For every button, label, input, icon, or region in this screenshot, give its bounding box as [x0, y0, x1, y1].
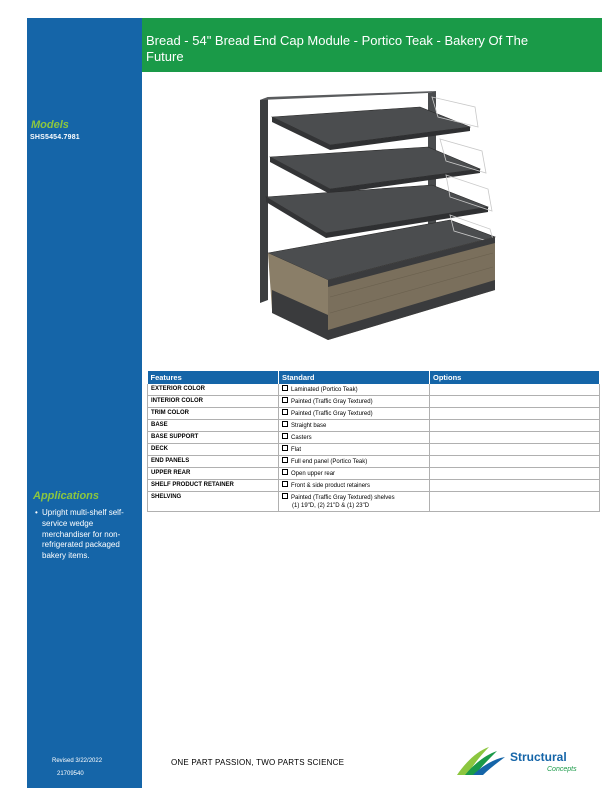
- footer-tagline: ONE PART PASSION, TWO PARTS SCIENCE: [171, 758, 345, 767]
- logo-wordmark: Structural: [510, 750, 567, 764]
- checkbox-icon: [282, 385, 288, 391]
- feature-cell: INTERIOR COLOR: [148, 396, 279, 408]
- applications-heading: Applications: [33, 490, 100, 502]
- option-cell: [430, 432, 600, 444]
- table-row: [148, 420, 600, 432]
- standard-cell: [279, 492, 430, 512]
- standard-text: Casters: [291, 435, 312, 441]
- column-header-features: Features: [148, 371, 279, 384]
- column-header-options: Options: [430, 371, 600, 384]
- standard-cell: [279, 444, 430, 456]
- option-cell: [430, 456, 600, 468]
- table-row: [148, 396, 600, 408]
- feature-cell: DECK: [148, 444, 279, 456]
- checkbox-icon: [282, 421, 288, 427]
- option-cell: [430, 492, 600, 512]
- feature-cell: UPPER REAR: [148, 468, 279, 480]
- product-image: [250, 85, 510, 355]
- checkbox-icon: [282, 409, 288, 415]
- table-row: [148, 444, 600, 456]
- option-cell: [430, 384, 600, 396]
- checkbox-icon: [282, 469, 288, 475]
- checkbox-icon: [282, 481, 288, 487]
- table-row: [148, 456, 600, 468]
- revised-date: Revised 3/22/2022: [52, 758, 103, 764]
- document-number: 21709540: [57, 771, 84, 777]
- applications-text: [35, 508, 139, 562]
- standard-cell: [279, 420, 430, 432]
- standard-cell: [279, 456, 430, 468]
- standard-text: Painted (Traffic Gray Textured): [291, 411, 373, 417]
- standard-text: Painted (Traffic Gray Textured): [291, 399, 373, 405]
- checkbox-icon: [282, 433, 288, 439]
- feature-cell: TRIM COLOR: [148, 408, 279, 420]
- table-row: [148, 408, 600, 420]
- table-row: [148, 492, 600, 512]
- option-cell: [430, 444, 600, 456]
- standard-text: Open upper rear: [291, 471, 336, 477]
- option-cell: [430, 396, 600, 408]
- column-header-standard: Standard: [279, 371, 430, 384]
- feature-cell: END PANELS: [148, 456, 279, 468]
- table-row: [148, 480, 600, 492]
- option-cell: [430, 408, 600, 420]
- standard-cell: [279, 468, 430, 480]
- standard-text: Full end panel (Portico Teak): [291, 459, 368, 465]
- feature-cell: BASE: [148, 420, 279, 432]
- table-header-row: [148, 371, 600, 384]
- checkbox-icon: [282, 445, 288, 451]
- table-row: [148, 468, 600, 480]
- standard-text: Front & side product retainers: [291, 483, 371, 489]
- standard-text: Flat: [291, 447, 302, 453]
- standard-text-line2: (1) 19"D, (2) 21"D & (1) 23"D: [292, 503, 370, 509]
- option-cell: [430, 480, 600, 492]
- models-heading: Models: [31, 119, 69, 131]
- features-table: [147, 371, 600, 512]
- model-number: SHS5454.7981: [30, 134, 80, 141]
- page-title: Bread - 54" Bread End Cap Module - Portico Teak - Bakery Of The Future: [146, 33, 529, 64]
- feature-cell: SHELF PRODUCT RETAINER: [148, 480, 279, 492]
- standard-cell: [279, 396, 430, 408]
- checkbox-icon: [282, 493, 288, 499]
- bullet-icon: •: [35, 508, 38, 517]
- standard-text: Laminated (Portico Teak): [291, 387, 358, 393]
- feature-cell: BASE SUPPORT: [148, 432, 279, 444]
- standard-cell: [279, 432, 430, 444]
- standard-text: Straight base: [291, 423, 327, 429]
- applications-description: Upright multi-shelf self-service wedge merchandiser for non-refrigerated packaged bakery items.: [42, 508, 124, 561]
- standard-cell: [279, 480, 430, 492]
- table-row: [148, 384, 600, 396]
- standard-cell: [279, 408, 430, 420]
- standard-text: Painted (Traffic Gray Textured) shelves: [291, 495, 395, 501]
- checkbox-icon: [282, 457, 288, 463]
- feature-cell: EXTERIOR COLOR: [148, 384, 279, 396]
- standard-cell: [279, 384, 430, 396]
- table-row: [148, 432, 600, 444]
- checkbox-icon: [282, 397, 288, 403]
- feature-cell: SHELVING: [148, 492, 279, 512]
- option-cell: [430, 420, 600, 432]
- option-cell: [430, 468, 600, 480]
- logo-subtitle: Concepts: [547, 766, 577, 773]
